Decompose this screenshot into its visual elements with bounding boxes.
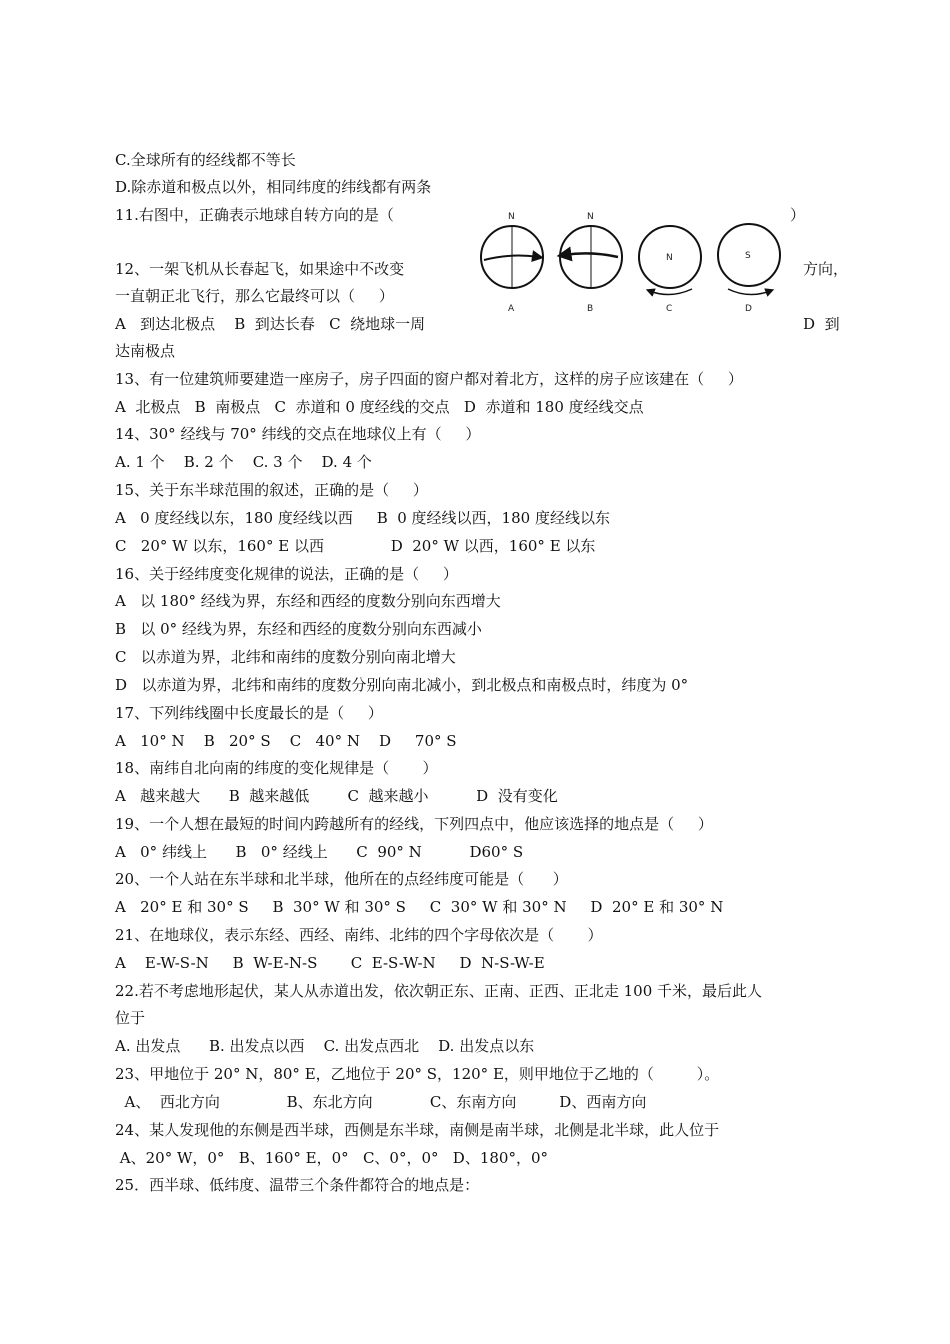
text-line: A 20° E 和 30° S B 30° W 和 30° S C 30° W 和 30° N D 20° E 和 30° N [115,898,724,916]
text-line: A E-W-S-N B W-E-N-S C E-S-W-N D N-S-W-E [115,954,545,972]
text-line: 21、在地球仪，表示东经、西经、南纬、北纬的四个字母依次是（ ） [115,926,603,944]
text-line: 23、甲地位于 20° N，80° E，乙地位于 20° S，120° E，则甲地位于乙地的（ ）。 [115,1065,720,1083]
text-line: A 以 180° 经线为界，东经和西经的度数分别向东西增大 [115,592,501,610]
text-line: 25．西半球、低纬度、温带三个条件都符合的地点是： [115,1176,480,1194]
text-line: D.除赤道和极点以外，相同纬度的纬线都有两条 [115,178,432,196]
globe-b [560,212,622,314]
text-line: A 10° N B 20° S C 40° N D 70° S [115,732,457,750]
text-line: A. 1 个 B. 2 个 C. 3 个 D. 4 个 [115,453,372,471]
text-line: D 以赤道为界，北纬和南纬的度数分别向南北减小，到北极点和南极点时，纬度为 0° [115,676,689,694]
globe-b-letter: B [587,304,594,314]
text-line: 20、一个人站在东半球和北半球，他所在的点经纬度可能是（ ） [115,870,568,888]
globe-a-letter: A [508,304,515,314]
text-line: 12、一架飞机从长春起飞，如果途中不改变 [115,260,405,278]
text-line: 22.若不考虑地形起伏，某人从赤道出发，依次朝正东、正南、正西、正北走 100 千米，最后此人 [115,982,763,1000]
globe-c-letter: C [666,304,673,314]
text-line: A 北极点 B 南极点 C 赤道和 0 度经线的交点 D 赤道和 180 度经线交点 [115,398,644,416]
text-line: C 20° W 以东，160° E 以西 D 20° W 以西，160° E 以东 [115,537,596,555]
globe-c-center-label: N [666,253,673,263]
text-line: 24、某人发现他的东侧是西半球，西侧是东半球，南侧是南半球，北侧是北半球，此人位于 [115,1121,720,1139]
q12-option-d: D 到 [803,315,840,333]
globe-d-center-label: S [745,251,751,261]
text-line: 15、关于东半球范围的叙述，正确的是（ ） [115,481,428,499]
text-line: A、20° W，0° B、160° E，0° C、0°，0° D、180°，0° [115,1149,549,1167]
globe-c [639,226,701,314]
text-line: 一直朝正北飞行，那么它最终可以（ ） [115,287,394,305]
text-line: C.全球所有的经线都不等长 [115,151,296,169]
globe-b-north-label: N [587,212,594,222]
text-line: A 0° 纬线上 B 0° 经线上 C 90° N D60° S [115,843,524,861]
q12-text-tail: 方向， [803,260,849,278]
globe-d-letter: D [745,304,752,314]
text-line: 16、关于经纬度变化规律的说法，正确的是（ ） [115,565,458,583]
text-line: B 以 0° 经线为界，东经和西经的度数分别向东西减小 [115,620,482,638]
text-line: 11.右图中，正确表示地球自转方向的是（ [115,206,394,224]
text-line: 14、30° 经线与 70° 纬线的交点在地球仪上有（ ） [115,425,481,443]
text-line: A. 出发点 B. 出发点以西 C. 出发点西北 D. 出发点以东 [115,1037,535,1055]
text-line: A 越来越大 B 越来越低 C 越来越小 D 没有变化 [115,787,558,805]
globe-a-north-label: N [508,212,515,222]
text-line: 13、有一位建筑师要建造一座房子，房子四面的窗户都对着北方，这样的房子应该建在（ ） [115,370,743,388]
q11-close-paren: ） [790,206,806,224]
earth-rotation-figure [470,205,790,320]
text-line: A 到达北极点 B 到达长春 C 绕地球一周 [115,315,426,333]
globe-d [718,224,780,314]
text-line: 18、南纬自北向南的纬度的变化规律是（ ） [115,759,438,777]
text-line: 19、一个人想在最短的时间内跨越所有的经线，下列四点中，他应该选择的地点是（ ） [115,815,713,833]
text-line: 17、下列纬线圈中长度最长的是（ ） [115,704,383,722]
globe-a [481,212,543,314]
text-line: A 0 度经线以东，180 度经线以西 B 0 度经线以西，180 度经线以东 [115,509,610,527]
text-line: C 以赤道为界，北纬和南纬的度数分别向南北增大 [115,648,456,666]
text-line: A、 西北方向 B、东北方向 C、东南方向 D、西南方向 [115,1093,647,1111]
text-line: 达南极点 [115,342,176,360]
text-line: 位于 [115,1009,146,1027]
